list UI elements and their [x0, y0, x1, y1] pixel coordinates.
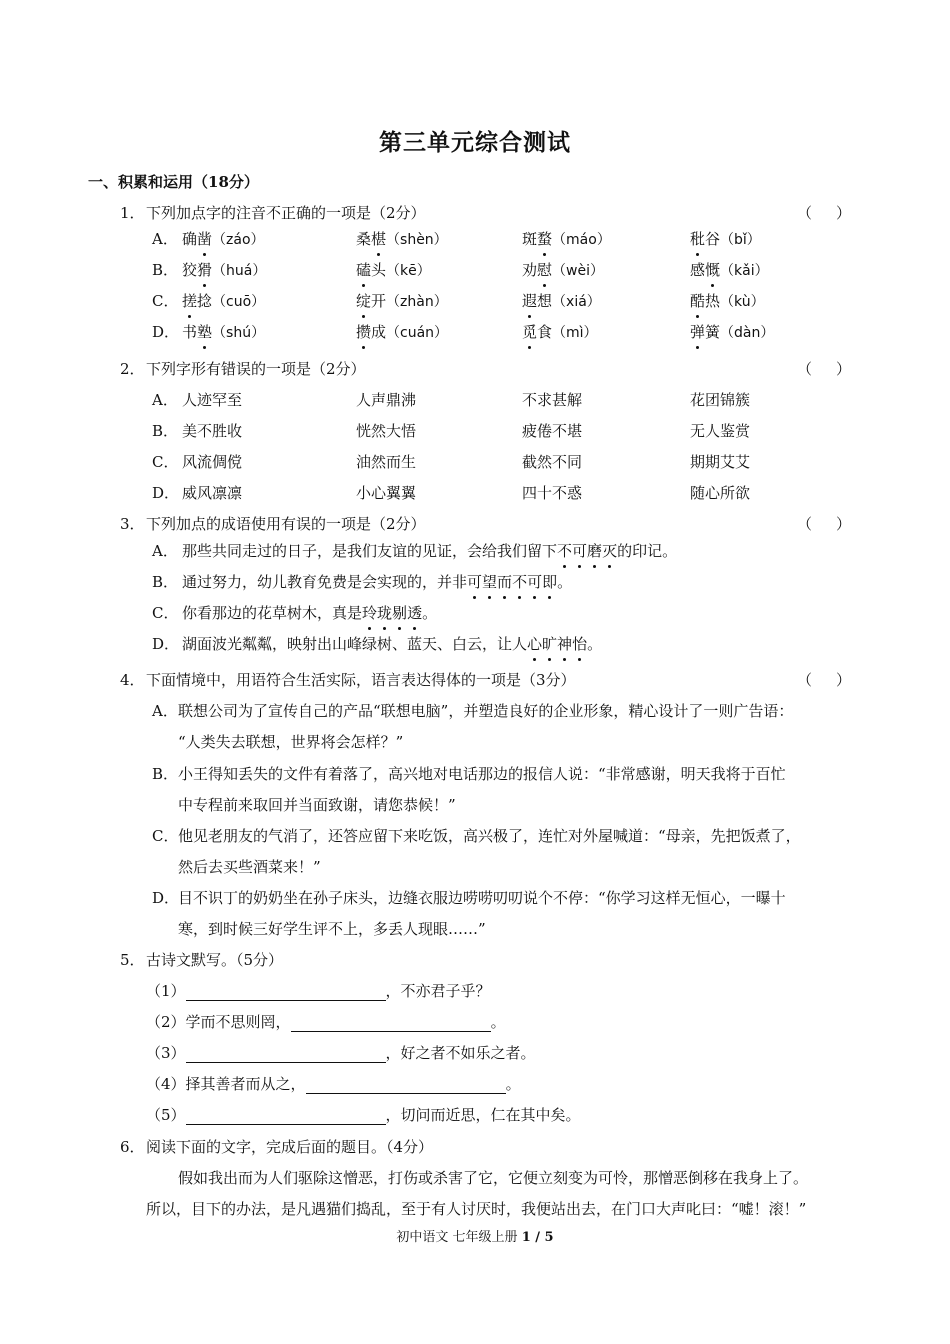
item-text: 成 — [371, 323, 387, 341]
option-letter: D． — [152, 635, 180, 653]
sentence-text: 。 — [587, 635, 603, 653]
question-stem: 下列字形有错误的一项是（2分） — [146, 360, 366, 378]
item-text: 食 — [537, 323, 553, 341]
option-letter: A． — [152, 391, 178, 409]
option-item: 花团锦簇 — [690, 391, 751, 409]
item-text: 谷 — [705, 230, 721, 248]
dotted-char: 珑 — [377, 604, 393, 622]
item-text: 开 — [371, 292, 387, 310]
pinyin: （cuō） — [212, 294, 266, 310]
pinyin: （cuán） — [386, 325, 449, 341]
option-letter: A． — [152, 542, 178, 560]
sentence-text: 你看那边的花草树木，真是 — [182, 604, 363, 622]
option-item: 小心翼翼 — [356, 484, 417, 502]
item-text: 择其善者而从之， — [185, 1075, 306, 1093]
option-letter: D． — [152, 889, 180, 907]
sentence-text: 湖面波光粼粼，映射出山峰绿树、蓝天、白云，让人 — [182, 635, 528, 653]
dotted-char: 慨 — [705, 261, 721, 279]
option-item: 恍然大悟 — [356, 422, 417, 440]
option-item — [182, 290, 265, 311]
option-item — [522, 259, 604, 280]
item-text: 想 — [537, 292, 553, 310]
option-item — [182, 259, 266, 280]
option-letter: B． — [152, 765, 179, 783]
option-item: 不求甚解 — [522, 391, 583, 409]
option-item — [690, 259, 769, 280]
dotted-char: 旷 — [542, 635, 558, 653]
option-item: 油然而生 — [356, 453, 417, 471]
fill-item — [146, 1042, 536, 1063]
question-stem: 阅读下面的文字，完成后面的题目。（4分） — [146, 1138, 434, 1156]
option-item: 美不胜收 — [182, 422, 243, 440]
answer-blank[interactable] — [186, 1047, 386, 1063]
dotted-char: 凿 — [197, 230, 213, 248]
option-letter: A． — [152, 702, 178, 720]
option-line: 他见老朋友的气消了，还答应留下来吃饭，高兴极了，连忙对外屋喊道：“母亲，先把饭煮了， — [178, 827, 801, 845]
question-number: 3． — [120, 515, 145, 533]
option-item: 期期艾艾 — [690, 453, 751, 471]
dotted-char: 磨 — [587, 542, 603, 560]
answer-parens: （ ） — [797, 360, 851, 378]
option-item: 人声鼎沸 — [356, 391, 417, 409]
dotted-char: 塾 — [197, 323, 213, 341]
item-text: 热 — [705, 292, 721, 310]
answer-parens: （ ） — [797, 515, 851, 533]
answer-blank[interactable] — [186, 1109, 386, 1125]
option-letter: B． — [152, 422, 179, 440]
section-heading: 一、积累和运用（18分） — [88, 173, 259, 191]
answer-parens: （ ） — [797, 671, 851, 689]
option-sentence — [182, 633, 602, 654]
pinyin: （bǐ） — [720, 232, 761, 248]
item-number: （1） — [146, 982, 186, 1000]
question-number: 5． — [120, 951, 145, 969]
question-number: 4． — [120, 671, 145, 689]
dotted-char: 蝥 — [537, 230, 553, 248]
option-sentence — [182, 540, 677, 561]
option-item — [182, 321, 265, 342]
item-number: （3） — [146, 1044, 186, 1062]
sentence-text: 的印记。 — [617, 542, 678, 560]
dotted-char: 而 — [497, 573, 513, 591]
sentence-text: 。 — [557, 573, 573, 591]
pinyin: （dàn） — [720, 325, 775, 341]
item-number: （2） — [146, 1013, 186, 1031]
option-item: 风流倜傥 — [182, 453, 243, 471]
item-text: 劝 — [522, 261, 538, 279]
fill-item — [146, 1104, 581, 1125]
fill-item — [146, 980, 491, 1001]
item-number: （5） — [146, 1106, 186, 1124]
dotted-char: 弹 — [690, 323, 706, 341]
option-item — [356, 228, 448, 249]
dotted-char: 可 — [572, 542, 588, 560]
pinyin: （máo） — [552, 232, 611, 248]
option-item: 威风凛凛 — [182, 484, 243, 502]
option-letter: D． — [152, 323, 180, 341]
option-item — [522, 290, 601, 311]
pinyin: （zhàn） — [386, 294, 448, 310]
page-number: 1 / 5 — [521, 1230, 554, 1245]
sentence-text: 通过努力，幼儿教育免费是会实现的，并非 — [182, 573, 468, 591]
option-letter: B． — [152, 573, 179, 591]
dotted-char: 遐 — [522, 292, 538, 310]
dotted-char: 攒 — [356, 323, 372, 341]
option-letter: A． — [152, 230, 178, 248]
option-line: 然后去买些酒菜来！” — [178, 858, 321, 876]
dotted-char: 望 — [482, 573, 498, 591]
dotted-char: 椹 — [371, 230, 387, 248]
dotted-char: 剔 — [392, 604, 408, 622]
pinyin: （shú） — [212, 325, 266, 341]
answer-parens: （ ） — [797, 204, 851, 222]
item-text: 书 — [182, 323, 198, 341]
dotted-char: 秕 — [690, 230, 706, 248]
passage-line: 所以，目下的办法，是凡遇猫们捣乱，至于有人讨厌时，我便站出去，在门口大声叱曰：“嘘！滚！” — [146, 1200, 807, 1218]
answer-blank[interactable] — [186, 985, 386, 1001]
item-number: （4） — [146, 1075, 186, 1093]
question-stem: 下列加点字的注音不正确的一项是（2分） — [146, 204, 426, 222]
option-item — [356, 321, 448, 342]
passage-line: 假如我出而为人们驱除这憎恶，打伤或杀害了它，它便立刻变为可怜，那憎恶倒移在我身上了。 — [178, 1169, 809, 1187]
question-number: 6． — [120, 1138, 145, 1156]
option-item — [690, 228, 761, 249]
pinyin: （kē） — [386, 263, 431, 279]
option-letter: C． — [152, 604, 179, 622]
option-item — [356, 290, 448, 311]
option-letter: C． — [152, 453, 179, 471]
option-sentence — [182, 602, 437, 623]
dotted-char: 酷 — [690, 292, 706, 310]
option-letter: D． — [152, 484, 180, 502]
dotted-char: 可 — [527, 573, 543, 591]
fill-item — [146, 1073, 521, 1094]
fill-item — [146, 1011, 506, 1032]
question-number: 2． — [120, 360, 145, 378]
option-item: 四十不惑 — [522, 484, 583, 502]
dotted-char: 猾 — [197, 261, 213, 279]
answer-blank[interactable] — [306, 1078, 506, 1094]
option-item — [690, 321, 774, 342]
dotted-char: 觅 — [522, 323, 538, 341]
pinyin: （kǎi） — [720, 263, 769, 279]
question-stem: 古诗文默写。（5分） — [146, 951, 284, 969]
option-item: 人迹罕至 — [182, 391, 243, 409]
option-item — [690, 290, 765, 311]
item-text: 头 — [371, 261, 387, 279]
dotted-char: 透 — [407, 604, 423, 622]
option-item — [356, 259, 431, 280]
option-sentence — [182, 571, 572, 592]
dotted-char: 可 — [467, 573, 483, 591]
item-text: 感 — [690, 261, 706, 279]
item-text: ，好之者不如乐之者。 — [385, 1044, 536, 1062]
item-text: 捻 — [197, 292, 213, 310]
item-text: 。 — [490, 1013, 506, 1031]
dotted-char: 慰 — [537, 261, 553, 279]
item-text: ，不亦君子乎？ — [385, 982, 491, 1000]
dotted-char: 神 — [557, 635, 573, 653]
dotted-char: 怡 — [572, 635, 588, 653]
option-line: 小王得知丢失的文件有着落了，高兴地对电话那边的报信人说：“非常感谢，明天我将于百忙 — [178, 765, 786, 783]
pinyin: （huá） — [212, 263, 267, 279]
item-text: ，切问而近思，仁在其中矣。 — [385, 1106, 581, 1124]
answer-blank[interactable] — [291, 1016, 491, 1032]
item-text: 确 — [182, 230, 198, 248]
pinyin: （wèi） — [552, 263, 604, 279]
question-stem: 下面情境中，用语符合生活实际，语言表达得体的一项是（3分） — [146, 671, 576, 689]
page-footer — [0, 1226, 950, 1245]
option-item: 截然不同 — [522, 453, 583, 471]
option-line: 目不识丁的奶奶坐在孙子床头，边缝衣服边唠唠叨叨说个不停：“你学习这样无恒心，一曝十 — [178, 889, 786, 907]
dotted-char: 玲 — [362, 604, 378, 622]
pinyin: （xiá） — [552, 294, 601, 310]
dotted-char: 灭 — [602, 542, 618, 560]
question-number: 1． — [120, 204, 145, 222]
footer-text: 初中语文 七年级上册 — [396, 1230, 522, 1245]
option-line: 寒，到时候三好学生评不上，多丢人现眼……” — [178, 920, 486, 938]
dotted-char: 磕 — [356, 261, 372, 279]
pinyin: （shèn） — [386, 232, 448, 248]
option-line: “人类失去联想，世界将会怎样？” — [178, 733, 404, 751]
question-stem: 下列加点的成语使用有误的一项是（2分） — [146, 515, 426, 533]
dotted-char: 搓 — [182, 292, 198, 310]
option-item — [522, 321, 598, 342]
option-item — [182, 228, 265, 249]
item-text: 。 — [505, 1075, 521, 1093]
pinyin: （kù） — [720, 294, 765, 310]
item-text: 桑 — [356, 230, 372, 248]
item-text: 狡 — [182, 261, 198, 279]
pinyin: （záo） — [212, 232, 265, 248]
option-letter: B． — [152, 261, 179, 279]
item-text: 斑 — [522, 230, 538, 248]
dotted-char: 不 — [512, 573, 528, 591]
option-item: 疲倦不堪 — [522, 422, 583, 440]
dotted-char: 即 — [542, 573, 558, 591]
sentence-text: 那些共同走过的日子，是我们友谊的见证，会给我们留下 — [182, 542, 558, 560]
dotted-char: 绽 — [356, 292, 372, 310]
option-item — [522, 228, 611, 249]
option-letter: C． — [152, 827, 179, 845]
dotted-char: 心 — [527, 635, 543, 653]
item-text: 簧 — [705, 323, 721, 341]
page-title: 第三单元综合测试 — [379, 129, 571, 156]
sentence-text: 。 — [422, 604, 438, 622]
pinyin: （mì） — [552, 325, 598, 341]
option-item: 随心所欲 — [690, 484, 751, 502]
item-text: 学而不思则罔， — [185, 1013, 291, 1031]
option-letter: C． — [152, 292, 179, 310]
option-item: 无人鉴赏 — [690, 422, 751, 440]
dotted-char: 不 — [557, 542, 573, 560]
option-line: 中专程前来取回并当面致谢，请您恭候！” — [178, 796, 456, 814]
option-line: 联想公司为了宣传自己的产品“联想电脑”，并塑造良好的企业形象，精心设计了一则广告语： — [178, 702, 794, 720]
